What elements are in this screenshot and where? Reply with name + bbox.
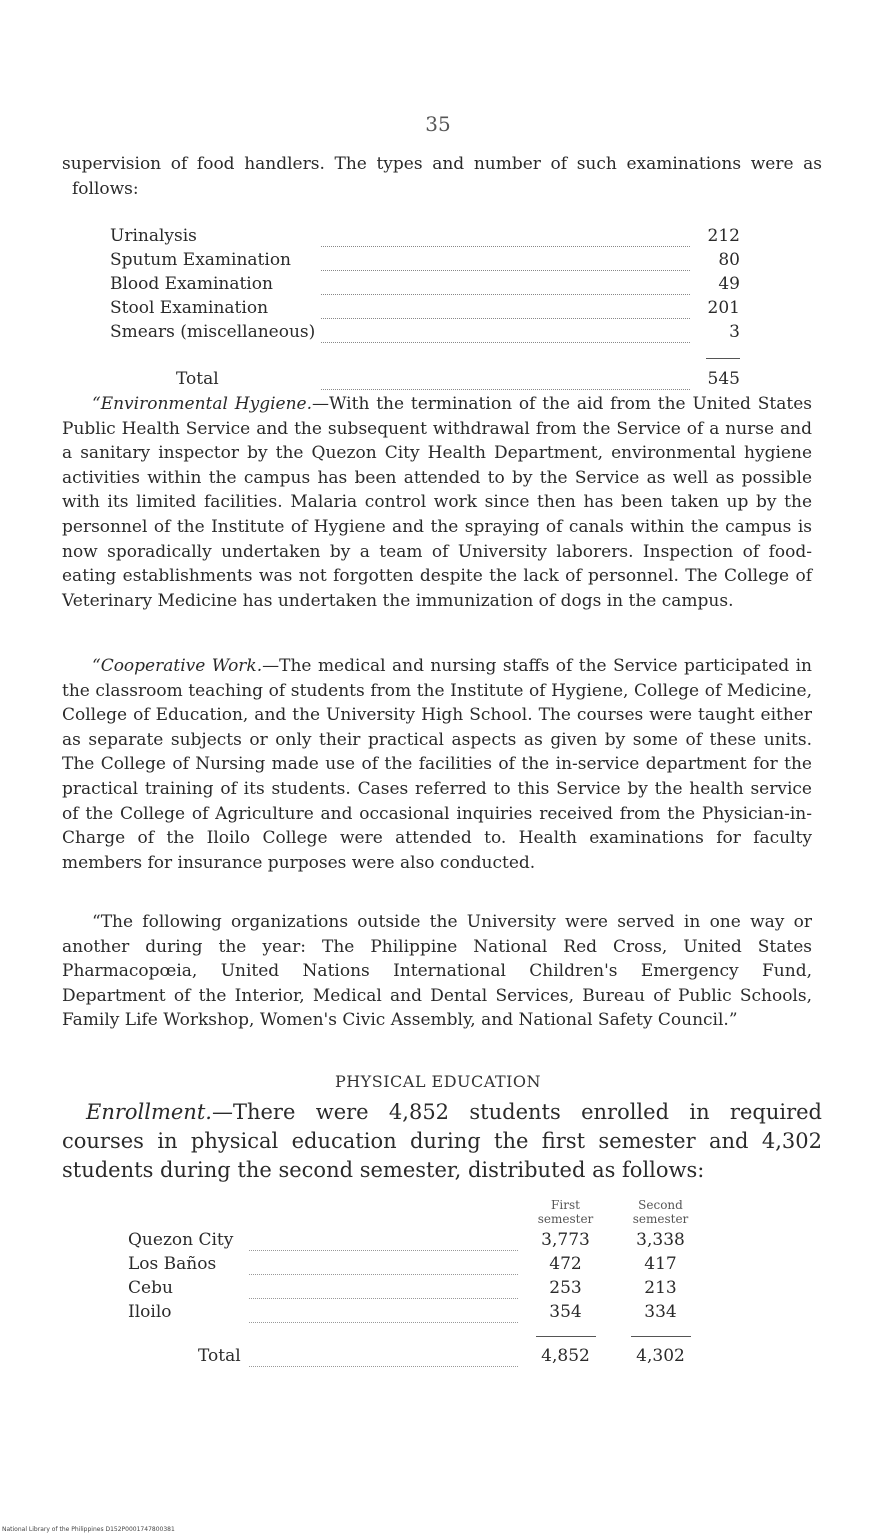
paragraph-lead: “Cooperative Work. [92, 656, 263, 676]
campus-label: Los Baños [128, 1254, 217, 1274]
header-line: semester [537, 1212, 594, 1226]
second-semester-value: 3,338 [636, 1230, 685, 1250]
second-semester-value: 213 [644, 1278, 677, 1298]
total-label: Total [198, 1346, 241, 1366]
exam-value: 49 [718, 274, 740, 294]
exam-value: 212 [707, 226, 740, 246]
second-semester-value: 334 [644, 1302, 677, 1322]
exam-value: 3 [729, 322, 740, 342]
paragraph-lead: Enrollment. [86, 1100, 212, 1124]
exam-label: Sputum Examination [110, 250, 292, 270]
leader-dots [321, 288, 690, 312]
cooperative-work-paragraph [62, 654, 812, 875]
paragraph-lead: “Environmental Hygiene. [92, 394, 312, 414]
environmental-hygiene-paragraph [62, 392, 812, 613]
examinations-table [110, 222, 740, 390]
leader-dots [249, 1244, 518, 1268]
total-label: Total [176, 369, 219, 389]
paragraph-body: —There were 4,852 students enrolled in required courses in physical education during the first semester and 4,302 students during the second semester, distributed as follows: [62, 1100, 822, 1182]
intro-paragraph: supervision of food handlers. The types and number of such examinations were as follows: [62, 154, 822, 199]
total-row [110, 359, 740, 390]
first-semester-value: 472 [549, 1254, 582, 1274]
paragraph-body: —The medical and nursing staffs of the Service participated in the classroom teaching of students from the Institute of Hygiene, College of Medicine, College of Education, and the University High School. The courses were taught either as separate subjects or only their practical aspects as given by some of these units. The College of Nursing made use of the facilities of the in-service department for the practical training of its students. Cases referred to this Service by the health service of the College of Agriculture and occasional inquiries received from the Physician-in-Charge of the Iloilo College were attended to. Health examinations for faculty members for insurance purposes were also conducted. [62, 656, 812, 873]
leader-dots [321, 312, 690, 336]
total-row [128, 1342, 708, 1366]
organizations-paragraph: “The following organizations outside the University were served in one way or another during the year: The Philippine National Red Cross, United States Pharmacopœia, United Nations International Children's Emergency Fund, Department of the Interior, Medical and Dental Services, Bureau of Public Schools, Family Life Workshop, Women's Civic Assembly, and National Safety Council.” [62, 912, 812, 1031]
leader-dots [321, 216, 690, 240]
first-semester-value: 253 [549, 1278, 582, 1298]
header-line: First [551, 1198, 580, 1212]
leader-dots [249, 1292, 518, 1316]
campus-label: Cebu [128, 1278, 173, 1298]
paragraph-body: —With the termination of the aid from the United States Public Health Service and the subsequent withdrawal from the Service of a nurse and a sanitary inspector by the Quezon City Health Department, environmental hygiene activities within the campus has been attended to by the Service as well as possible with its limited facilities. Malaria control work since then has been taken up by the personnel of the Institute of Hygiene and the spraying of canals within the campus is now sporadically undertaken by a team of University laborers. Inspection of food-eating establishments was not forgotten despite the lack of personnel. The College of Veterinary Medicine has undertaken the immunization of dogs in the campus. [62, 394, 812, 611]
table-row [128, 1298, 708, 1322]
exam-value: 80 [718, 250, 740, 270]
sum-rule [613, 1322, 708, 1342]
exam-value: 201 [707, 298, 740, 318]
exam-label: Blood Examination [110, 274, 273, 294]
leader-dots [249, 1268, 518, 1292]
sum-rule [518, 1322, 613, 1342]
header-line: semester [632, 1212, 689, 1226]
first-semester-total: 4,852 [541, 1346, 590, 1366]
enrollment-paragraph [62, 1098, 822, 1185]
page-number: 35 [425, 112, 451, 136]
leader-dots [321, 353, 690, 384]
header-line: Second [638, 1198, 683, 1212]
second-semester-total: 4,302 [636, 1346, 685, 1366]
exam-label: Stool Examination [110, 298, 269, 318]
leader-dots [321, 240, 690, 264]
section-heading: PHYSICAL EDUCATION [334, 1072, 542, 1091]
column-header-first [518, 1198, 613, 1226]
second-semester-value: 417 [644, 1254, 677, 1274]
total-value: 545 [707, 369, 740, 389]
campus-label: Quezon City [128, 1230, 234, 1250]
table-row [110, 318, 740, 342]
column-header-second [613, 1198, 708, 1226]
leader-dots [321, 264, 690, 288]
campus-label: Iloilo [128, 1302, 172, 1322]
leader-dots [249, 1220, 518, 1244]
exam-label: Urinalysis [110, 226, 197, 246]
first-semester-value: 3,773 [541, 1230, 590, 1250]
enrollment-table [128, 1198, 708, 1367]
first-semester-value: 354 [549, 1302, 582, 1322]
scan-footer: National Library of the Philippines D152P0001747800381 [2, 1526, 175, 1533]
leader-dots [249, 1336, 518, 1360]
exam-label: Smears (miscellaneous) [110, 322, 316, 342]
